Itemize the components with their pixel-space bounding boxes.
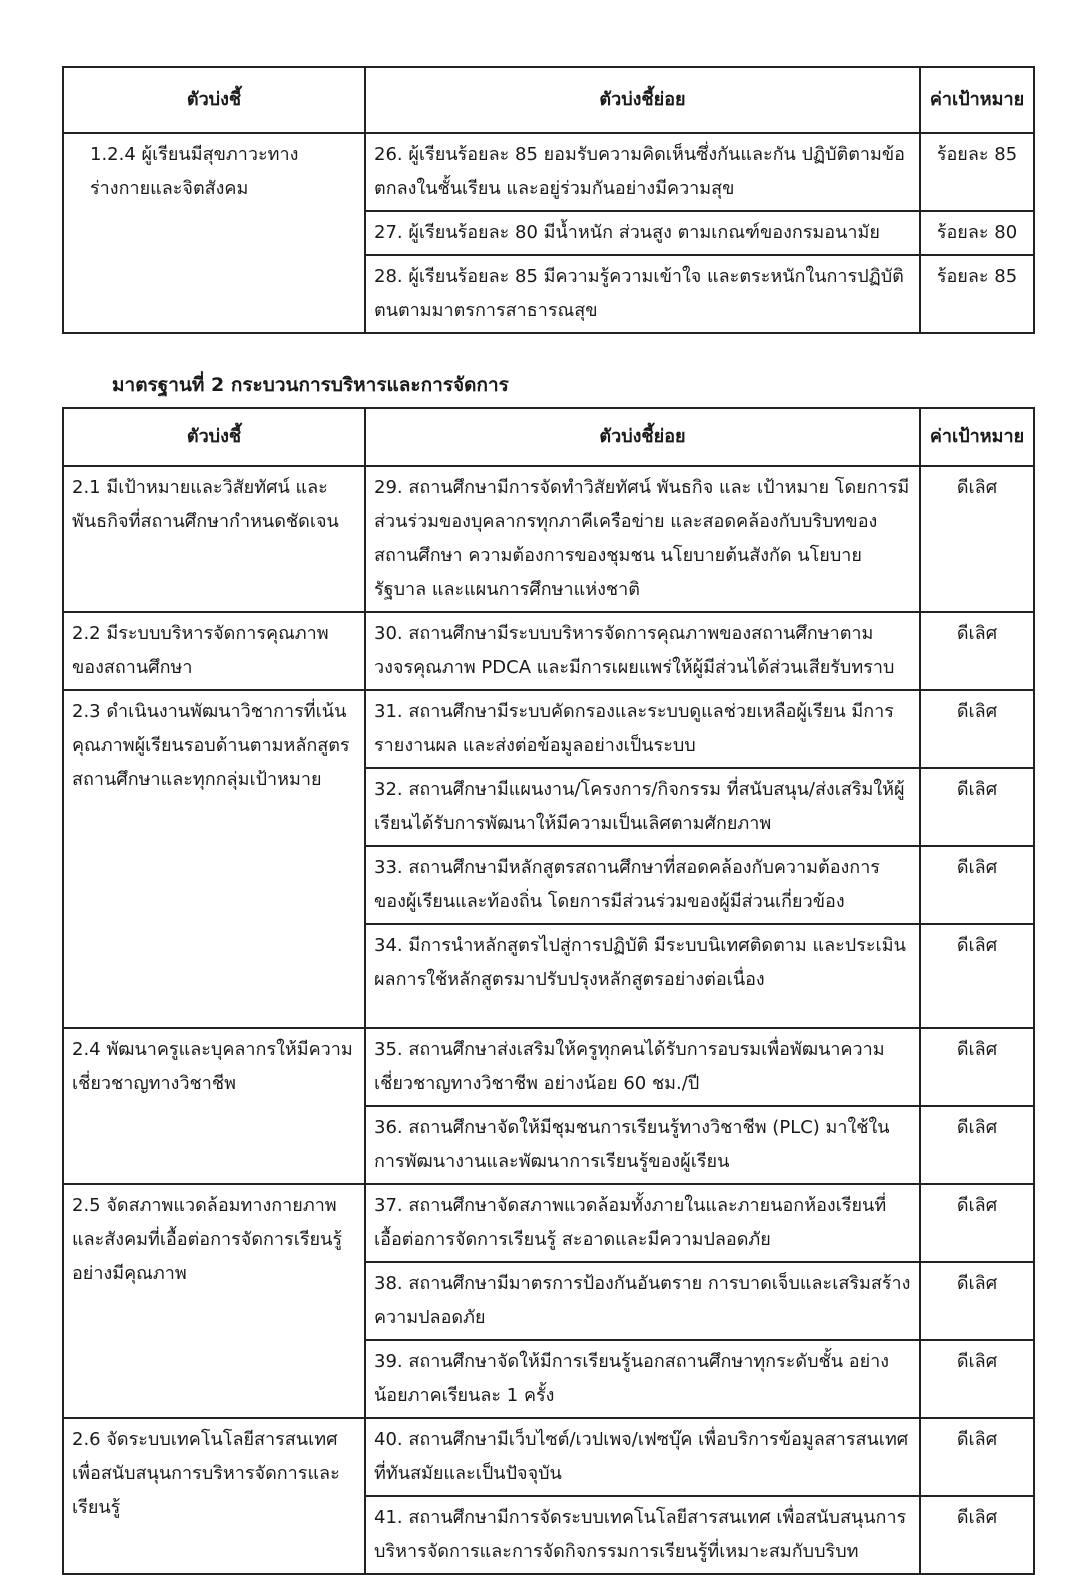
indicator-cell: 2.3 ดำเนินงานพัฒนาวิชาการที่เน้นคุณภาพผู้เรียนรอบด้านตามหลักสูตรสถานศึกษาและทุกกลุ่มเป้าหมาย [63, 690, 365, 1028]
table-row [63, 690, 1034, 768]
target-cell: ดีเลิศ [920, 690, 1034, 768]
header-indicator: ตัวบ่งชี้ [63, 67, 365, 133]
target-cell: ร้อยละ 85 [920, 133, 1034, 211]
target-cell: ดีเลิศ [920, 768, 1034, 846]
target-cell: ดีเลิศ [920, 924, 1034, 1028]
sub-indicator-cell: 28. ผู้เรียนร้อยละ 85 มีความรู้ความเข้าใจ และตระหนักในการปฏิบัติตนตามมาตรการสาธารณสุข [365, 255, 920, 333]
sub-indicator-cell: 36. สถานศึกษาจัดให้มีชุมชนการเรียนรู้ทางวิชาชีพ (PLC) มาใช้ในการพัฒนางานและพัฒนาการเรียนรู้ของผู้เรียน [365, 1106, 920, 1184]
sub-indicator-cell: 30. สถานศึกษามีระบบบริหารจัดการคุณภาพของสถานศึกษาตามวงจรคุณภาพ PDCA และมีการเผยแพร่ให้ผู้มีส่วนได้ส่วนเสียรับทราบ [365, 612, 920, 690]
sub-indicator-cell: 40. สถานศึกษามีเว็บไซต์/เวปเพจ/เฟซบุ๊ค เพื่อบริการข้อมูลสารสนเทศที่ทันสมัยและเป็นปัจจุบัน [365, 1418, 920, 1496]
sub-indicator-cell: 35. สถานศึกษาส่งเสริมให้ครูทุกคนได้รับการอบรมเพื่อพัฒนาความเชี่ยวชาญทางวิชาชีพ อย่างน้อย 60 ชม./ปี [365, 1028, 920, 1106]
target-cell: ดีเลิศ [920, 846, 1034, 924]
target-cell: ดีเลิศ [920, 612, 1034, 690]
target-cell: ดีเลิศ [920, 1184, 1034, 1262]
target-cell: ดีเลิศ [920, 1496, 1034, 1574]
indicator-cell: 1.2.4 ผู้เรียนมีสุขภาวะทางร่างกายและจิตสังคม [63, 133, 365, 333]
target-cell: ดีเลิศ [920, 466, 1034, 612]
header-target: ค่าเป้าหมาย [920, 67, 1034, 133]
sub-indicator-cell: 32. สถานศึกษามีแผนงาน/โครงการ/กิจกรรม ที่สนับสนุน/ส่งเสริมให้ผู้เรียนได้รับการพัฒนาให้มีความเป็นเลิศตามศักยภาพ [365, 768, 920, 846]
sub-indicator-cell: 27. ผู้เรียนร้อยละ 80 มีน้ำหนัก ส่วนสูง ตามเกณฑ์ของกรมอนามัย [365, 211, 920, 255]
table-header-row [63, 67, 1034, 133]
target-cell: ดีเลิศ [920, 1340, 1034, 1418]
header-target: ค่าเป้าหมาย [920, 408, 1034, 466]
header-sub-indicator: ตัวบ่งชี้ย่อย [365, 67, 920, 133]
table-row [63, 133, 1034, 211]
target-cell: ร้อยละ 85 [920, 255, 1034, 333]
sub-indicator-cell: 39. สถานศึกษาจัดให้มีการเรียนรู้นอกสถานศึกษาทุกระดับชั้น อย่างน้อยภาคเรียนละ 1 ครั้ง [365, 1340, 920, 1418]
indicator-cell: 2.4 พัฒนาครูและบุคลากรให้มีความเชี่ยวชาญทางวิชาชีพ [63, 1028, 365, 1184]
indicator-cell: 2.2 มีระบบบริหารจัดการคุณภาพของสถานศึกษา [63, 612, 365, 690]
target-cell: ดีเลิศ [920, 1262, 1034, 1340]
sub-indicator-cell: 31. สถานศึกษามีระบบคัดกรองและระบบดูแลช่วยเหลือผู้เรียน มีการรายงานผล และส่งต่อข้อมูลอย่างเป็นระบบ [365, 690, 920, 768]
sub-indicator-cell: 41. สถานศึกษามีการจัดระบบเทคโนโลยีสารสนเทศ เพื่อสนับสนุนการบริหารจัดการและการจัดกิจกรรมการเรียนรู้ที่เหมาะสมกับบริบท [365, 1496, 920, 1574]
indicator-table-standard-1 [62, 66, 1035, 334]
table-row [63, 1184, 1034, 1262]
target-cell: ดีเลิศ [920, 1028, 1034, 1106]
indicator-cell: 2.5 จัดสภาพแวดล้อมทางกายภาพและสังคมที่เอื้อต่อการจัดการเรียนรู้อย่างมีคุณภาพ [63, 1184, 365, 1418]
sub-indicator-cell: 37. สถานศึกษาจัดสภาพแวดล้อมทั้งภายในและภายนอกห้องเรียนที่เอื้อต่อการจัดการเรียนรู้ สะอาดและมีความปลอดภัย [365, 1184, 920, 1262]
sub-indicator-cell: 33. สถานศึกษามีหลักสูตรสถานศึกษาที่สอดคล้องกับความต้องการของผู้เรียนและท้องถิ่น โดยการมีส่วนร่วมของผู้มีส่วนเกี่ยวข้อง [365, 846, 920, 924]
target-cell: ดีเลิศ [920, 1418, 1034, 1496]
sub-indicator-cell: 29. สถานศึกษามีการจัดทำวิสัยทัศน์ พันธกิจ และ เป้าหมาย โดยการมีส่วนร่วมของบุคลากรทุกภาคีเครือข่าย และสอดคล้องกับบริบทของสถานศึกษา ความต้องการของชุมชน นโยบายต้นสังกัด นโยบายรัฐบาล และแผนการศึกษาแห่งชาติ [365, 466, 920, 612]
indicator-cell: 2.6 จัดระบบเทคโนโลยีสารสนเทศเพื่อสนับสนุนการบริหารจัดการและเรียนรู้ [63, 1418, 365, 1574]
indicator-cell: 2.1 มีเป้าหมายและวิสัยทัศน์ และพันธกิจที่สถานศึกษากำหนดชัดเจน [63, 466, 365, 612]
header-sub-indicator: ตัวบ่งชี้ย่อย [365, 408, 920, 466]
standard-2-heading: มาตรฐานที่ 2 กระบวนการบริหารและการจัดการ [112, 374, 509, 396]
sub-indicator-cell: 34. มีการนำหลักสูตรไปสู่การปฏิบัติ มีระบบนิเทศติดตาม และประเมินผลการใช้หลักสูตรมาปรับปรุงหลักสูตรอย่างต่อเนื่อง [365, 924, 920, 1028]
table-row [63, 466, 1034, 612]
target-cell: ร้อยละ 80 [920, 211, 1034, 255]
indicator-table-standard-2 [62, 407, 1035, 1575]
table-row [63, 612, 1034, 690]
table-row [63, 1028, 1034, 1106]
table-header-row [63, 408, 1034, 466]
sub-indicator-cell: 26. ผู้เรียนร้อยละ 85 ยอมรับความคิดเห็นซึ่งกันและกัน ปฏิบัติตามข้อตกลงในชั้นเรียน และอยู่ร่วมกันอย่างมีความสุข [365, 133, 920, 211]
sub-indicator-cell: 38. สถานศึกษามีมาตรการป้องกันอันตราย การบาดเจ็บและเสริมสร้างความปลอดภัย [365, 1262, 920, 1340]
table-row [63, 1418, 1034, 1496]
header-indicator: ตัวบ่งชี้ [63, 408, 365, 466]
target-cell: ดีเลิศ [920, 1106, 1034, 1184]
